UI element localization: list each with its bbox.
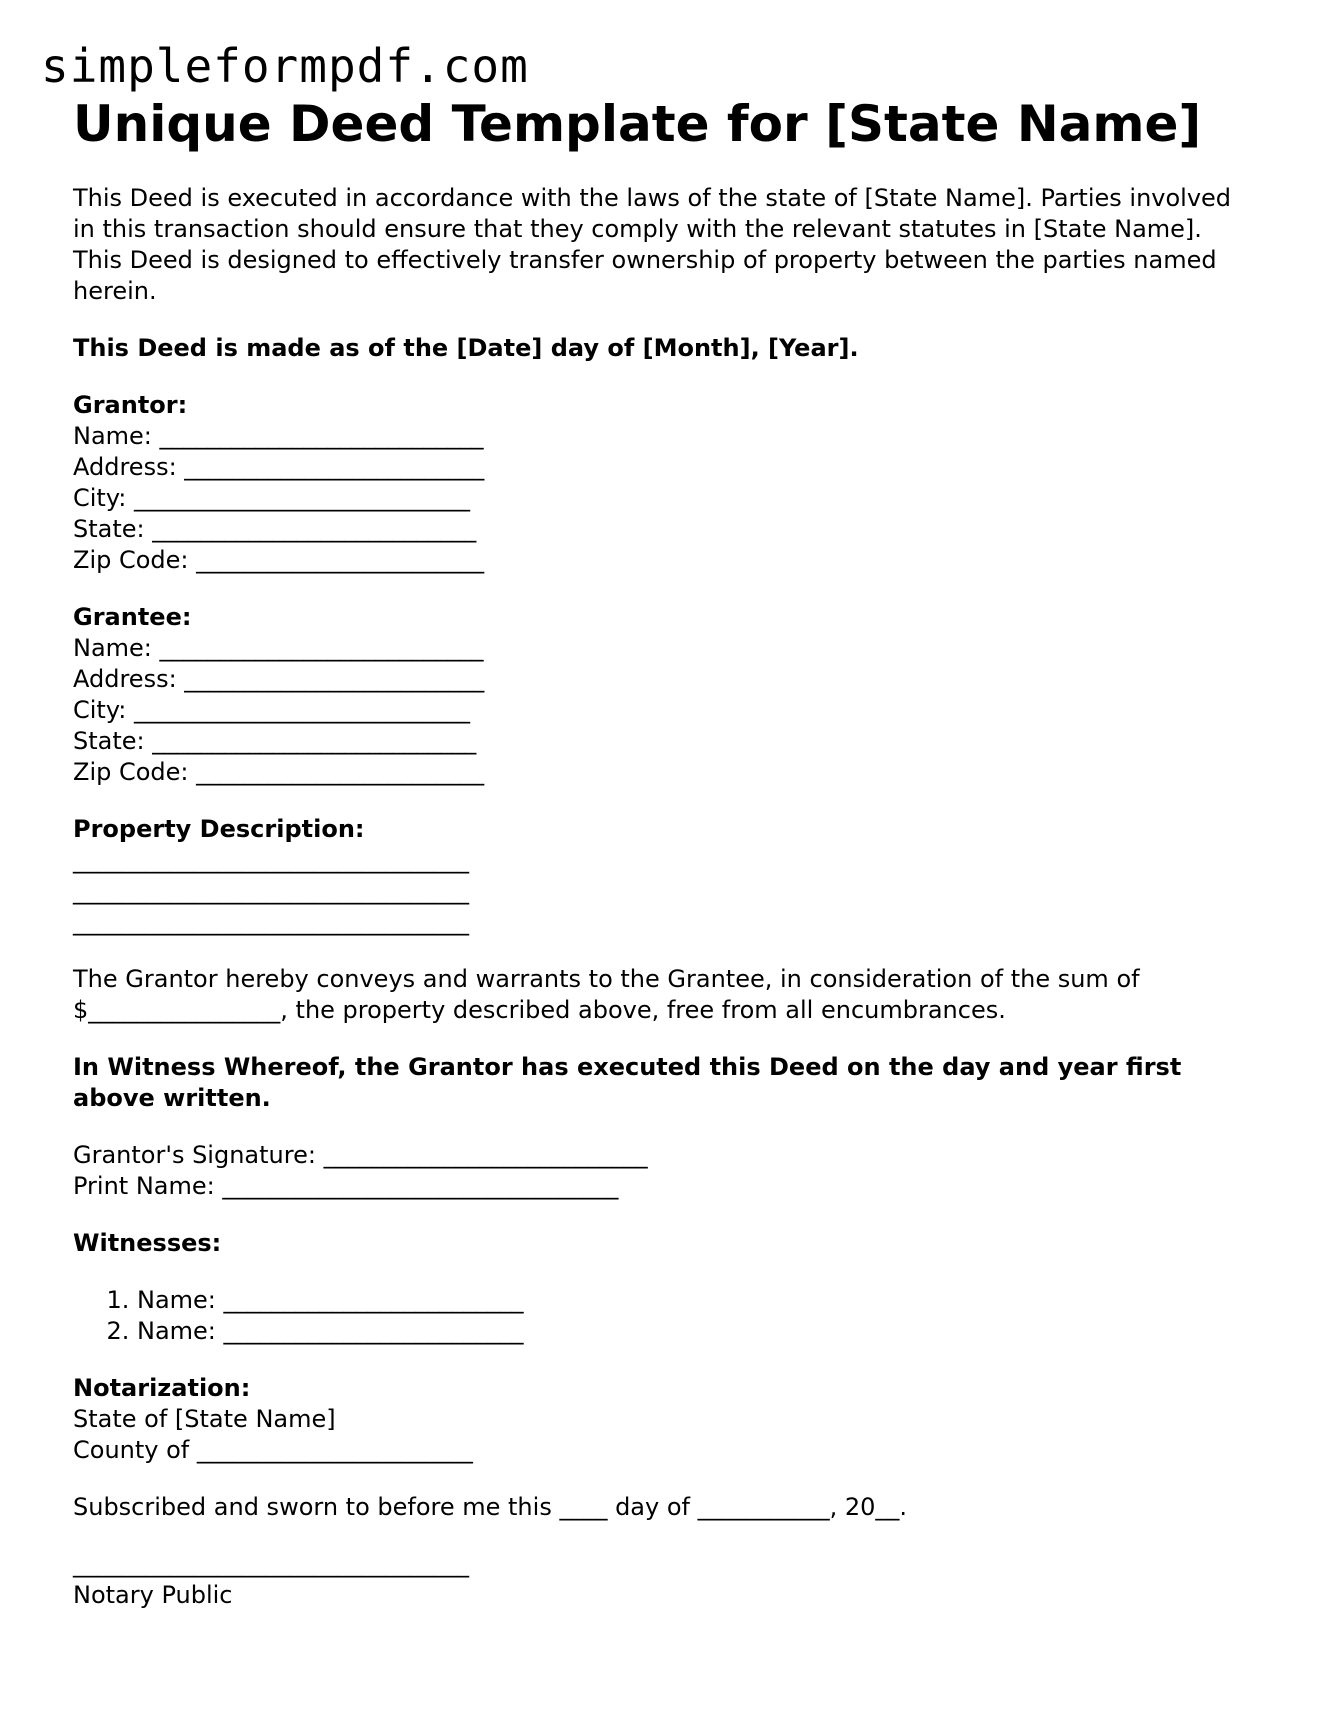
notarization-heading: Notarization: xyxy=(73,1374,251,1402)
notary-county-field: County of _______________________ xyxy=(73,1436,473,1464)
notary-public-label: Notary Public xyxy=(73,1581,233,1609)
property-description-line: _________________________________ xyxy=(73,846,469,874)
grantee-address-field: Address: _________________________ xyxy=(73,665,485,693)
grantor-signature-block xyxy=(73,1140,1253,1202)
made-as-of-line: This Deed is made as of the [Date] day of [Month], [Year]. xyxy=(73,334,859,362)
grantor-section xyxy=(73,390,1253,576)
witnesses-section xyxy=(73,1228,1253,1347)
deed-document xyxy=(73,92,1253,1611)
notarization-section xyxy=(73,1373,1253,1611)
grantor-signature-field: Grantor's Signature: ___________________________ xyxy=(73,1141,648,1169)
grantor-name-field: Name: ___________________________ xyxy=(73,422,484,450)
notary-signature-block xyxy=(73,1549,1253,1611)
grantor-state-field: State: ___________________________ xyxy=(73,515,477,543)
grantee-zip-field: Zip Code: ________________________ xyxy=(73,758,485,786)
sworn-statement: Subscribed and sworn to before me this ____ day of ___________, 20__. xyxy=(73,1493,908,1521)
print-name-field: Print Name: _________________________________ xyxy=(73,1172,619,1200)
grantor-zip-field: Zip Code: ________________________ xyxy=(73,546,485,574)
witnesses-heading: Witnesses: xyxy=(73,1229,222,1257)
intro-paragraph: This Deed is executed in accordance with the laws of the state of [State Name]. Parties involved in this transaction should ensure that they comply with the relevant statutes in [State Name]. This Deed is designed to effectively transfer ownership of property between the parties named herein. xyxy=(73,184,1232,305)
property-description-line: _________________________________ xyxy=(73,908,469,936)
notary-state-line: State of [State Name] xyxy=(73,1405,336,1433)
grantee-city-field: City: ____________________________ xyxy=(73,696,471,724)
grantor-address-field: Address: _________________________ xyxy=(73,453,485,481)
grantor-city-field: City: ____________________________ xyxy=(73,484,471,512)
site-watermark: simpleformpdf.com xyxy=(41,39,529,93)
grantor-heading: Grantor: xyxy=(73,391,188,419)
document-title: Unique Deed Template for [State Name] xyxy=(73,95,1202,153)
notary-signature-line: _________________________________ xyxy=(73,1550,469,1578)
grantee-section xyxy=(73,602,1253,788)
property-description-section xyxy=(73,814,1253,938)
property-description-heading: Property Description: xyxy=(73,815,365,843)
conveyance-paragraph: The Grantor hereby conveys and warrants to the Grantee, in consideration of the sum of $________________, the property described above, free from all encumbrances. xyxy=(73,965,1140,1024)
grantee-heading: Grantee: xyxy=(73,603,192,631)
property-description-line: _________________________________ xyxy=(73,877,469,905)
witness-whereof-paragraph: In Witness Whereof, the Grantor has executed this Deed on the day and year first above written. xyxy=(73,1053,1182,1112)
grantee-state-field: State: ___________________________ xyxy=(73,727,477,755)
grantee-name-field: Name: ___________________________ xyxy=(73,634,484,662)
witness-name-field: 1. Name: _________________________ xyxy=(137,1285,1253,1316)
witness-name-field: 2. Name: _________________________ xyxy=(137,1316,1253,1347)
witness-list xyxy=(73,1285,1253,1347)
